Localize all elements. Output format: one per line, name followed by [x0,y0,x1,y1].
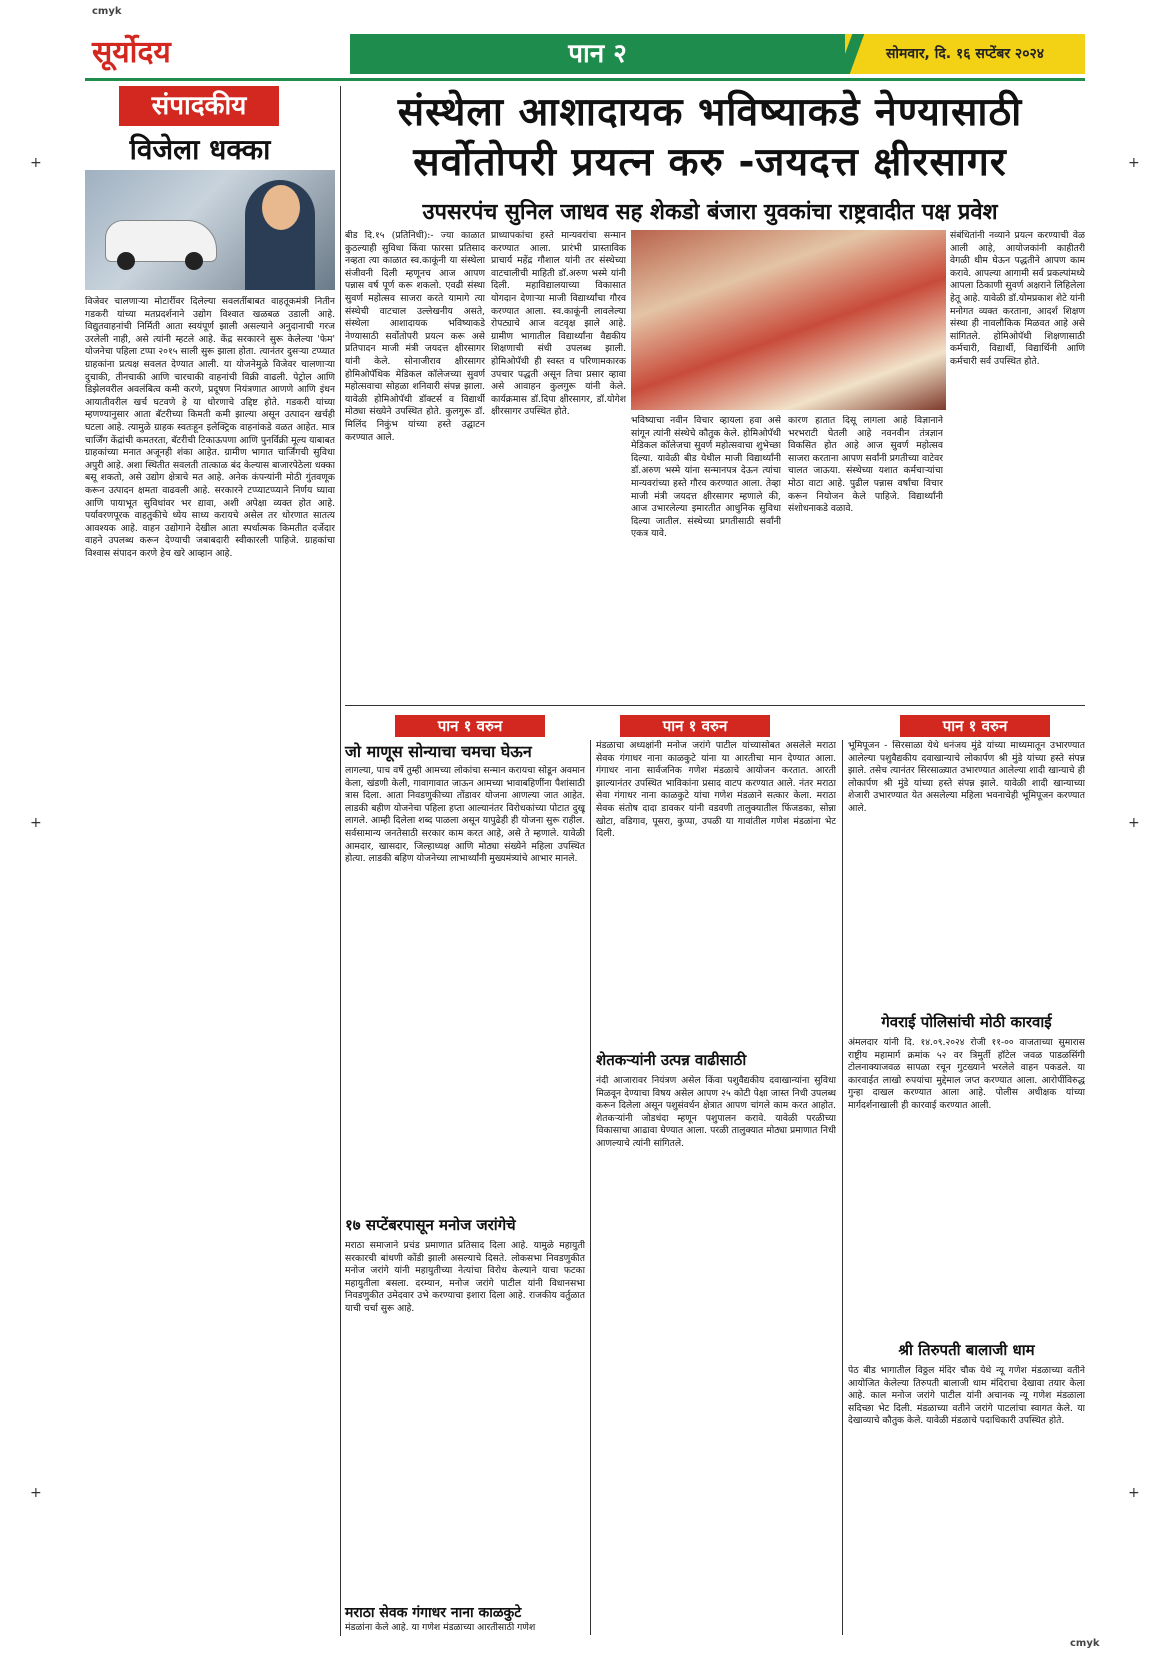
column-rule [590,740,591,1635]
editorial-photo [85,170,335,290]
continued-tab-3: पान १ वरुन [900,715,1050,737]
crop-mark-right-mid: + [1128,815,1140,831]
lead-column-4: कारण हातात दिसू लागला आहे विज्ञानाने भरभराटी घेतली आहे नवनवीन तंत्रज्ञान विकसित होत आहे आज सुवर्ण महोत्सव साजरा करताना आपण सर्वांनी प्रगतीच्या वाटेवर चालत जाऊया. संस्थेच्या यशात कर्मचाऱ्यांचा मोठा वाटा आहे. पुढील पन्नास वर्षांचा विचार करून नियोजन केले पाहिजे. विद्यार्थ्यांनी संशोधनाकडे वळावे. [788,415,943,515]
lead-headline [320,88,1100,188]
column-rule [340,86,341,1636]
story2-body: मंडळाचा अध्यक्षांनी मनोज जरांगे पाटील यांच्यासोबत असलेले मराठा सेवक गंगाधर नाना काळकुटे यांना या आरतीचा मान देण्यात आला. गंगाधर नाना सार्वजनिक गणेश मंडळाचे आयोजन करतात. आरती झाल्यानंतर उपस्थित भाविकांना प्रसाद वाटप करण्यात आले. नंतर मराठा सेवा गंगाधर नाना काळकुटे यांचा गणेश मंडळाने सत्कार केला. मराठा सेवक संतोष दादा डावकर यांनी वडवणी तालुक्यातील फिंजडका, सोन्ना खोटा, वडिगाव, पूसरा, कुप्पा, उपळी या गावांतील गणेश मंडळांना भेट दिली. [596,740,836,840]
lead-column-3: भविष्याचा नवीन विचार व्हायला हवा असे सांगून त्यांनी संस्थेचे कौतुक केले. होमिओपॅथी मेडिकल कॉलेजचा सुवर्ण महोत्सवाचा शुभेच्छा दिल्या. यावेळी बीड येथील माजी विद्यार्थ्यांनी डॉ.अरुण भस्मे यांना सन्मानपत्र देऊन त्यांचा मान्यवरांच्या हस्ते गौरव करण्यात आला. तेव्हा माजी मंत्री जयदत्त क्षीरसागर म्हणाले की, आज उभारलेल्या इमारतीत आधुनिक सुविधा दिल्या जातील. संस्थेच्या प्रगतीसाठी सर्वांनी एकत्र यावे. [631,415,781,540]
story4-subtitle: श्री तिरुपती बालाजी धाम [898,1341,1035,1359]
headline-line-2: सर्वोतोपरी प्रयत्न करु -जयदत्त क्षीरसागर [413,140,1007,185]
lead-subhead: उपसरपंच सुनिल जाधव सह शेकडो बंजारा युवकांचा राष्ट्रवादीत पक्ष प्रवेश [422,200,998,225]
story1-body: लागल्या, पाच वर्षे तुम्ही आमच्या लोकांचा सन्मान करायचा सोडून अवमान केला, खंडणी केली, गावागावात जाऊन आमच्या भावाबहिणींना पैशांसाठी त्रास दिला. आता निवडणुकीच्या तोंडावर योजना आणल्या जात आहेत. लाडकी बहीण योजनेचा पहिला हप्ता आल्यानंतर विरोधकांच्या पोटात दुखू लागले. आम्ही दिलेला शब्द पाळला असून यापुढेही ही योजना सुरू राहील. सर्वसामान्य जनतेसाठी सरकार काम करत आहे, असे ते म्हणाले. यावेळी आमदार, खासदार, जिल्हाध्यक्ष आणि मोठ्या संख्येने महिला उपस्थित होत्या. लाडकी बहिण योजनेच्या लाभार्थ्यांनी मुख्यमंत्र्यांचे आभार मानले. [345,765,585,865]
editorial-body: विजेवर चालणाऱ्या मोटारींवर दिलेल्या सवलतींबाबत वाहतूकमंत्री नितीन गडकरी यांच्या मतप्रदर्शनाने उद्योग विश्वात खळबळ उडाली आहे. विद्युतवाहनांची निर्मिती आता स्वयंपूर्ण झाली असल्याने अनुदानाची गरज उरलेली नाही, असे त्यांनी म्हटले आहे. केंद्र सरकारने सुरू केलेल्या 'फेम' योजनेचा पहिला टप्पा २०१५ साली सुरू झाला होता. त्यानंतर दुसऱ्या टप्प्यात ग्राहकांना प्रत्यक्ष सवलत देण्यात आली. या योजनेमुळे विजेवर चालणाऱ्या दुचाकी, तीनचाकी आणि चारचाकी वाहनांची विक्री वाढली. पेट्रोल आणि डिझेलवरील अवलंबित्व कमी करणे, प्रदूषण नियंत्रणात आणणे आणि इंधन आयातीवरील खर्च घटवणे हे या धोरणाचे उद्दिष्ट होते. गडकरी यांच्या म्हणण्यानुसार आता बॅटरीच्या किमती कमी झाल्या असून उत्पादन खर्चही घटला आहे. त्यामुळे ग्राहक स्वतःहून इलेक्ट्रिक वाहनांकडे वळत आहेत. मात्र चार्जिंग केंद्रांची कमतरता, बॅटरीची टिकाऊपणा आणि पुनर्विक्री मूल्य याबाबत ग्राहकांच्या मनात अजूनही शंका आहेत. ग्रामीण भागात चार्जिंगची सुविधा अपुरी आहे. अशा स्थितीत सवलती तात्काळ बंद केल्यास बाजारपेठेला धक्का बसू शकतो, असे उद्योग क्षेत्राचे मत आहे. अनेक कंपन्यांनी मोठी गुंतवणूक करून उत्पादन क्षमता वाढवली आहे. सरकारने टप्प्याटप्प्याने निर्णय घ्यावा आणि पायाभूत सुविधांवर भर द्यावा, अशी अपेक्षा व्यक्त होत आहे. पर्यावरणपूरक वाहतुकीचे ध्येय साध्य करायचे असेल तर धोरणात सातत्य आवश्यक आहे. वाहन उद्योगाने देखील आता स्पर्धात्मक किमतीत दर्जेदार वाहने उपलब्ध करून देण्याची जबाबदारी स्वीकारली पाहिजे. ग्राहकांचा विश्वास संपादन करणे हेच खरे आव्हान आहे. [85,296,335,559]
newspaper-logo: सूर्योदय [92,35,171,70]
lead-column-2: प्राध्यापकांचा हस्ते मान्यवरांचा सन्मान करण्यात आला. प्रारंभी प्रास्ताविक प्राचार्य महेंद्र गौशाल यांनी तर संस्थेच्या वाटचालीची माहिती डॉ.अरुण भस्मे यांनी दिली. महाविद्यालयाच्या विकासात योगदान देणाऱ्या माजी विद्यार्थ्यांचा गौरव करण्यात आला. स्व.काकूंनी लावलेल्या रोपट्याचे आज वटवृक्ष झाले आहे. ग्रामीण भागातील विद्यार्थ्यांना वैद्यकीय शिक्षणाची संधी उपलब्ध झाली. होमिओपॅथी ही स्वस्त व परिणामकारक उपचार पद्धती असून तिचा प्रसार व्हावा असे आवाहन कुलगुरू यांनी केले. कार्यक्रमास डॉ.दिपा क्षीरसागर, डॉ.योगेश क्षीरसागर उपस्थित होते. [491,230,626,418]
person-face [262,185,300,230]
lead-column-5: संबंधितांनी नव्याने प्रयत्न करण्याची वेळ आली आहे, आयोजकांनी काहीतरी वेगळी थीम घेऊन पद्धतीने आपण काम करावे. आपल्या आगामी सर्व प्रकल्पांमध्ये आपला ठिकाणी सुवर्ण अक्षराने लिहिलेला हेतू आहे. यावेळी डॉ.योमप्रकाश शेटे यांनी मनोगत व्यक्त करताना, आदर्श शिक्षण संस्था ही नावलौकिक मिळवत आहे असे सांगितले. होमिओपॅथी शिक्षणासाठी कर्मचारी, विद्यार्थी, विद्यार्थिनी आणि कर्मचारी सर्व उपस्थित होते. [950,230,1085,367]
crop-mark-right-top: + [1128,155,1140,171]
event-photo [631,230,946,410]
crop-mark-left-top: + [30,155,42,171]
story3-sub-body: अंमलदार यांनी दि. १४.०९.२०२४ रोजी ११-०० वाजताच्या सुमारास राष्ट्रीय महामार्ग क्रमांक ५२ वर त्रिमुर्ती हॉटेल जवळ पाडळसिंगी टोलनाक्याजवळ सापळा रचून गुटख्याने भरलेले वाहन पकडले. या कारवाईत लाखो रुपयांचा मुद्देमाल जप्त करण्यात आला. आरोपींविरुद्ध गुन्हा दाखल करण्यात आला आहे. पोलीस अधीक्षक यांच्या मार्गदर्शनाखाली ही कारवाई करण्यात आली. [848,1037,1085,1111]
section-rule [345,705,1085,706]
headline-line-1: संस्थेला आशादायक भविष्याकडे नेण्यासाठी [397,90,1023,135]
date-banner: सोमवार, दि. १६ सप्टेंबर २०२४ [845,34,1085,74]
story3-subtitle: गेवराई पोलिसांची मोठी कारवाई [881,1013,1052,1031]
masthead-rule [85,78,1085,81]
crop-mark-right-bottom: + [1128,1485,1140,1501]
cmyk-mark-top: cmyk [92,6,122,17]
column-rule [842,740,843,1635]
car-wheel-icon [185,252,203,270]
crop-mark-left-mid: + [30,815,42,831]
editorial-label: संपादकीय [119,86,279,126]
cmyk-mark-bottom: cmyk [1070,1638,1100,1649]
story2-sub-body: नंदी आजारावर नियंत्रण असेल किंवा पशुवैद्यकीय दवाखान्यांना सुविधा मिळवून देण्याचा विषय असेल आपण २५ कोटी पेक्षा जास्त निधी उपलब्ध करून दिलेला असून पशुसंवर्धन क्षेत्रात आपण चांगले काम करत आहोत. शेतकऱ्यांनी जोडधंदा म्हणून पशुपालन करावे. यावेळी परळीच्या विकासाचा आढावा घेण्यात आला. परळी तालुक्यात मोठ्या प्रमाणात निधी आणल्याचे त्यांनी सांगितले. [596,1075,836,1149]
story1-title: जो माणूस सोन्याचा चमचा घेऊन [345,742,532,761]
story4-body: पेठ बीड भागातील विठ्ठल मंदिर चौक येथे न्यू गणेश मंडळाच्या वतीने आयोजित केलेल्या तिरुपती बालाजी धाम मंदिराचा देखावा तयार केला आहे. काल मनोज जरांगे पाटील यांनी अचानक न्यू गणेश मंडळाला सदिच्छा भेट दिली. मंडळाच्या वतीने जरांगे पाटलांचा स्वागत केले. या देखाव्याचे कौतुक केले. यावेळी मंडळाचे पदाधिकारी उपस्थित होते. [848,1365,1085,1427]
story2-subtitle: शेतकऱ्यांनी उत्पन्न वाढीसाठी [596,1051,747,1069]
story1-subtitle-2: मराठा सेवक गंगाधर नाना काळकुटे [345,1605,522,1621]
crop-mark-left-bottom: + [30,1485,42,1501]
story1-subtitle: १७ सप्टेंबरपासून मनोज जरांगेचे [345,1216,516,1234]
story1-sub-body: मराठा समाजाने प्रचंड प्रमाणात प्रतिसाद दिला आहे. यामुळे महायुती सरकारची बांधणी कोंडी झाली असल्याचे दिसते. लोकसभा निवडणुकीत मनोज जरांगे यांनी महायुतीच्या नेत्यांचा विरोध केल्याने याचा फटका महायुतीला बसला. दरम्यान, मनोज जरांगे पाटील यांनी विधानसभा निवडणुकीत उमेदवार उभे करण्याचा इशारा दिला आहे. राजकीय वर्तुळात याची चर्चा सुरू आहे. [345,1240,585,1314]
lead-column-1: बीड दि.१५ (प्रतिनिधी):- ज्या काळात कुठल्याही सुविधा किंवा फारसा प्रतिसाद नव्हता त्या काळात स्व.काकूंनी या संस्थेला संजीवनी दिली म्हणूनच आज आपण पन्नास वर्ष पूर्ण करू शकलो. एवढी संस्था सुवर्ण महोत्सव साजरा करते यामागे त्या संस्थेची वाटचाल उल्लेखनीय असते, संस्थेला आशादायक भविष्याकडे नेण्यासाठी सर्वोतोपरी प्रयत्न करू असे प्रतिपादन माजी मंत्री जयदत्त क्षीरसागर यांनी केले. सोनाजीराव क्षीरसागर होमिओपॅथिक मेडिकल कॉलेजच्या सुवर्ण महोत्सवाचा सोहळा शनिवारी संपन्न झाला. यावेळी होमिओपॅथी डॉक्टर्स व विद्यार्थी मोठ्या संख्येने उपस्थित होते. कुलगुरू डॉ. मिलिंद निकुंभ यांच्या हस्ते उद्घाटन करण्यात आले. [345,230,485,443]
page-number-banner: पान २ [350,34,845,74]
story1-sub2-body: मंडळांना केले आहे. या गणेश मंडळाच्या आरतीसाठी गणेश [345,1622,536,1633]
continued-tab-2: पान १ वरुन [620,715,770,737]
editorial-title: विजेला धक्का [129,133,271,166]
car-wheel-icon [117,252,135,270]
continued-tab-1: पान १ वरुन [395,715,545,737]
story3-body: भूमिपूजन - सिरसाळा येथे धनंजय मुंडे यांच्या माध्यमातून उभारण्यात आलेल्या पशुवैद्यकीय दवाखान्याचे लोकार्पण श्री मुंडे यांच्या हस्ते संपन्न झाले. तसेच त्यानंतर सिरसाळ्यात उभारण्यात आलेल्या शादी खान्याचे ही लोकार्पण श्री मुंडे यांच्या हस्ते संपन्न झाले. यावेळी शादी खान्याच्या शेजारी उभारण्यात येत असलेल्या महिला भवनाचेही भूमिपूजन करण्यात आले. [848,740,1085,814]
